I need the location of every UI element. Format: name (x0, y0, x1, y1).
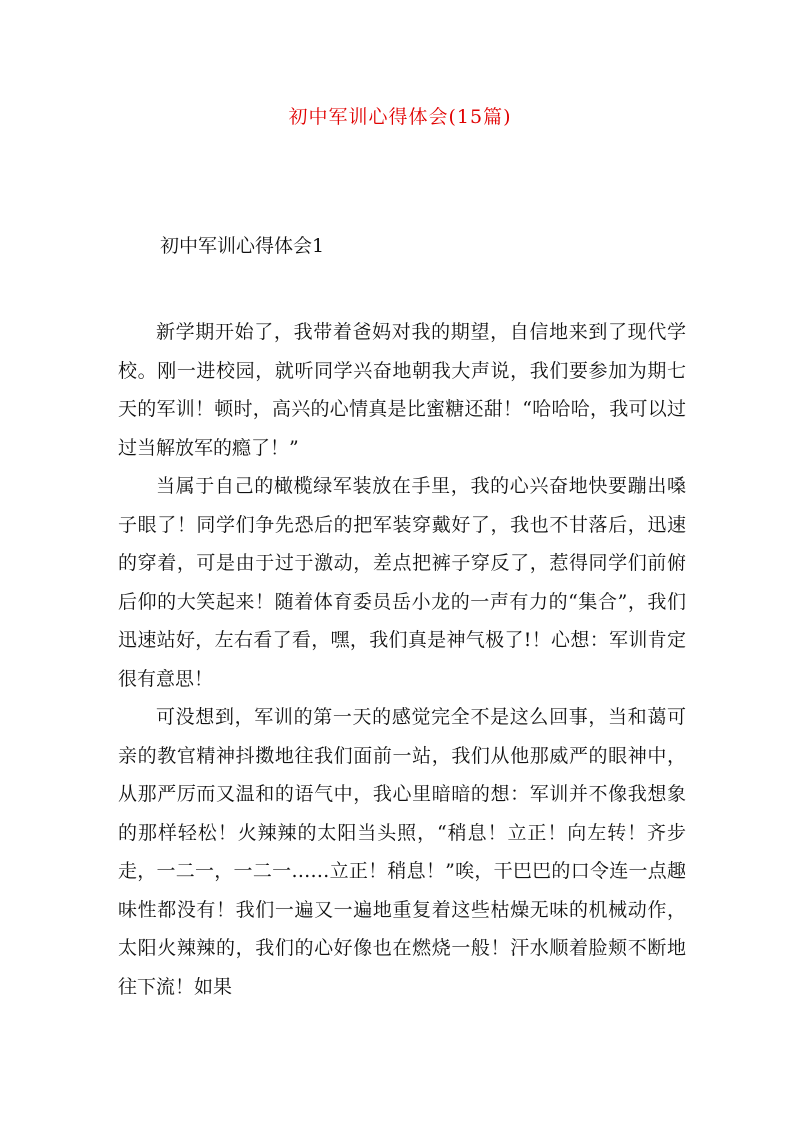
paragraph-2: 当属于自己的橄榄绿军装放在手里，我的心兴奋地快要蹦出嗓子眼了！同学们争先恐后的把军装穿戴好了，我也不甘落后，迅速的穿着，可是由于过于激动，差点把裤子穿反了，惹得同学们前俯后仰的大笑起来！随着体育委员岳小龙的一声有力的“集合”，我们迅速站好，左右看了看，嘿，我们真是神气极了!！心想：军训肯定很有意思！ (118, 475, 686, 690)
body-text (118, 313, 686, 1006)
paragraph-3: 可没想到，军训的第一天的感觉完全不是这么回事，当和蔼可亲的教官精神抖擞地往我们面前一站，我们从他那威严的眼神中，从那严厉而又温和的语气中，我心里暗暗的想：军训并不像我想象的那样轻松！火辣辣的太阳当头照，“稍息！立正！向左转！齐步走，一二一，一二一……立正！稍息！”唉，干巴巴的口令连一点趣味性都没有！我们一遍又一遍地重复着这些枯燥无味的机械动作，太阳火辣辣的，我们的心好像也在燃烧一般！汗水顺着脸颊不断地往下流！如果 (118, 706, 686, 998)
document-title: 初中军训心得体会(15篇) (288, 106, 512, 128)
paragraph-1: 新学期开始了，我带着爸妈对我的期望，自信地来到了现代学校。刚一进校园，就听同学兴奋地朝我大声说，我们要参加为期七天的军训！顿时，高兴的心情真是比蜜糖还甜！“哈哈哈，我可以过过当解放军的瘾了！” (118, 321, 686, 459)
section-heading: 初中军训心得体会1 (160, 235, 325, 257)
